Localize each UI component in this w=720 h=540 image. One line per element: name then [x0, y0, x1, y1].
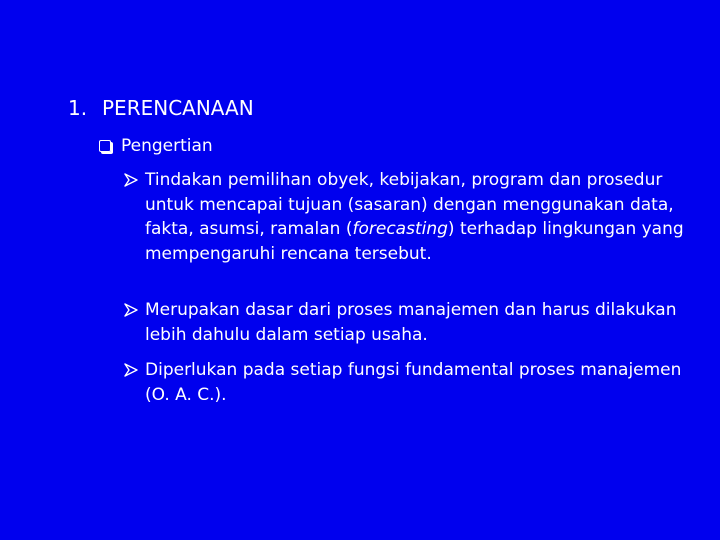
heading-title: PERENCANAAN — [102, 96, 254, 120]
bullet-item — [124, 298, 684, 347]
hollow-square-icon — [99, 140, 111, 152]
arrowhead-icon — [124, 363, 138, 377]
subheading — [99, 134, 213, 158]
subheading-label: Pengertian — [121, 136, 213, 156]
bullet-text: Diperlukan pada setiap fungsi fundamental proses manajemen (O. A. C.). — [145, 360, 682, 405]
bullet-text: Merupakan dasar dari proses manajemen dan harus dilakukan lebih dahulu dalam setiap usaha. — [145, 300, 677, 345]
bullet-item — [124, 358, 684, 407]
bullet-text — [145, 168, 684, 266]
bullet-text-part: Tindakan pemilihan obyek, kebijakan, program dan prosedur untuk mencapai tujuan (sasaran) dengan menggunakan data, fakta, asumsi, ramalan ( — [145, 170, 674, 239]
bullet-text-part: ) terhadap lingkungan yang mempengaruhi rencana tersebut. — [145, 219, 684, 264]
bullet-text-italic: forecasting — [352, 219, 448, 239]
bullet-item — [124, 168, 684, 266]
arrowhead-icon — [124, 303, 138, 317]
heading-number: 1. — [68, 96, 88, 120]
arrowhead-icon — [124, 173, 138, 187]
section-heading — [68, 94, 254, 122]
